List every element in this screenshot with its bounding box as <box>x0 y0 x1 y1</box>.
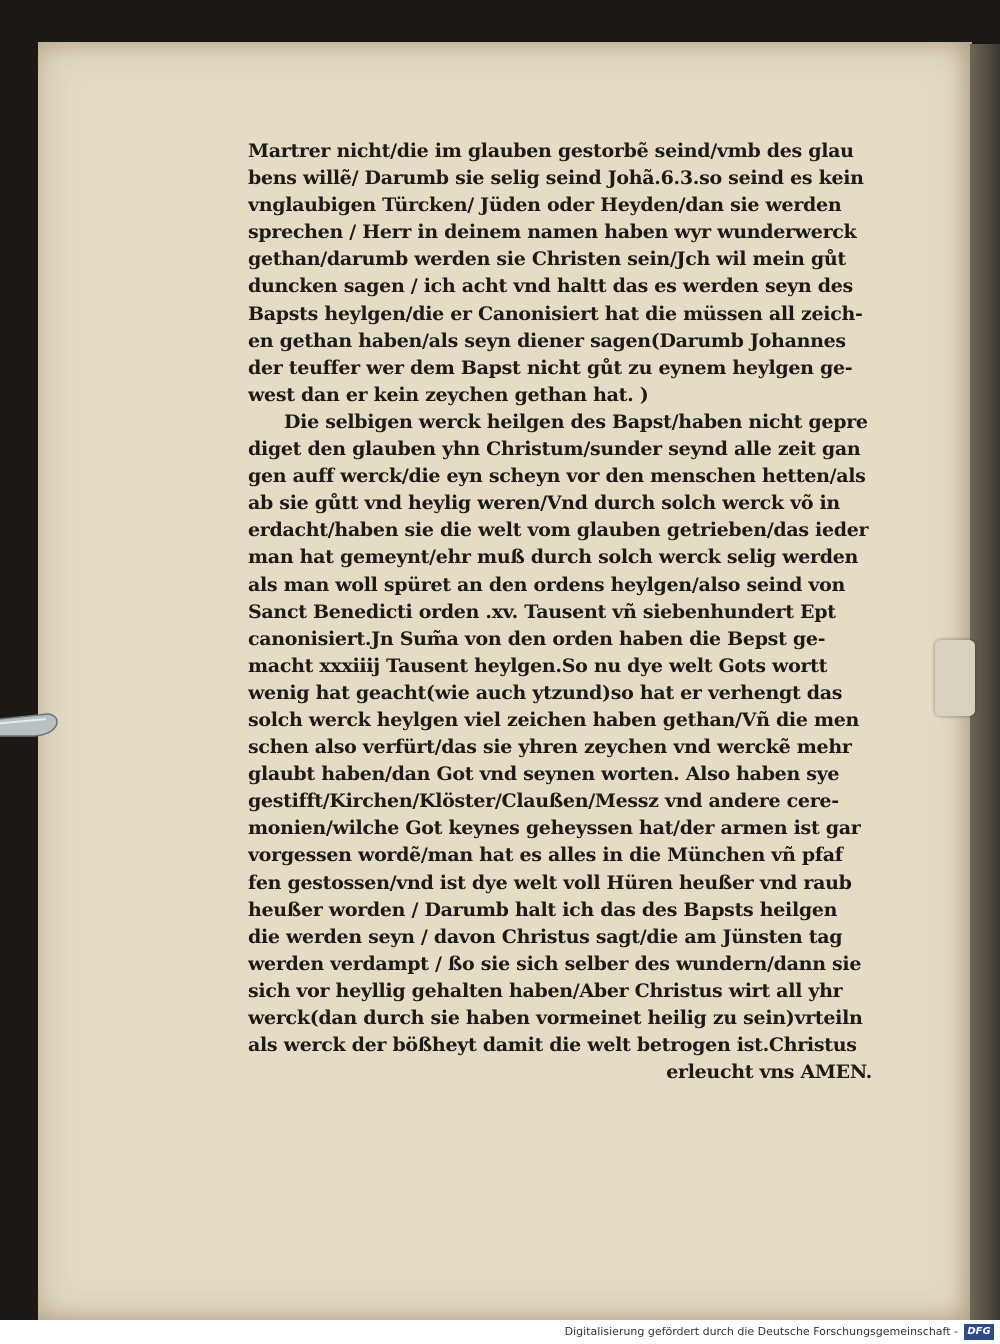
footer-bar <box>0 1320 1000 1344</box>
text-line: sich vor heyllig gehalten haben/Aber Christus wirt all yhr <box>248 979 843 1002</box>
text-line: sprechen / Herr in deinem namen haben wyr wunderwerck <box>248 221 857 244</box>
text-line: heußer worden / Darumb halt ich das des Bapsts heilgen <box>248 898 838 921</box>
text-line: Sanct Benedicti orden .xv. Tausent vñ siebenhundert Ept <box>248 600 836 623</box>
text-line: vorgessen wordẽ/man hat es alles in die München vñ pfaf <box>248 844 843 867</box>
text-line: Bapsts heylgen/die er Canonisiert hat die müssen all zeich- <box>248 302 863 325</box>
dfg-logo: DFG <box>964 1324 994 1340</box>
text-line: schen also verfürt/das sie yhren zeychen vnd werckẽ mehr <box>248 736 852 759</box>
text-line: gethan/darumb werden sie Christen sein/Jch wil mein gůt <box>248 248 846 271</box>
text-line: man hat gemeynt/ehr muß durch solch werck selig werden <box>248 546 859 569</box>
text-line: als werck der bößheyt damit die welt betrogen ist.Christus <box>248 1034 857 1057</box>
text-line: Die selbigen werck heilgen des Bapst/haben nicht gepre <box>284 410 868 433</box>
text-line: bens willẽ/ Darumb sie selig seind Johã.6.3.so seind es kein <box>248 167 864 190</box>
text-line: erdacht/haben sie die welt vom glauben getrieben/das ieder <box>248 519 869 542</box>
text-line: solch werck heylgen viel zeichen haben gethan/Vñ die men <box>248 708 860 731</box>
text-line: als man woll spüret an den ordens heylgen/also seind von <box>248 573 846 596</box>
text-line: duncken sagen / ich acht vnd haltt das es werden seyn des <box>248 275 853 298</box>
text-line: vnglaubigen Türcken/ Jüden oder Heyden/dan sie werden <box>248 194 842 217</box>
text-line: wenig hat geacht(wie auch ytzund)so hat er verhengt das <box>248 681 843 704</box>
text-line: werck(dan durch sie haben vormeinet heilig zu sein)vrteiln <box>248 1007 863 1029</box>
text-line: ab sie gůtt vnd heylig weren/Vnd durch solch werck võ in <box>248 492 840 515</box>
text-line: canonisiert.Jn Sum̃a von den orden haben die Bepst ge- <box>248 627 826 650</box>
text-line: Martrer nicht/die im glauben gestorbẽ seind/vmb des glau <box>248 140 854 162</box>
funding-credit: Digitalisierung gefördert durch die Deutsche Forschungsgemeinschaft - <box>564 1325 958 1338</box>
page-clip <box>935 640 975 716</box>
text-line-final: erleucht vns AMEN. <box>666 1061 872 1084</box>
text-line: glaubt haben/dan Got vnd seynen worten. Also haben sye <box>248 763 840 786</box>
text-line: der teuffer wer dem Bapst nicht gůt zu eynem heylgen ge- <box>248 356 853 379</box>
text-line: werden verdampt / ßo sie sich selber des wundern/dann sie <box>248 952 862 975</box>
text-line: en gethan haben/als seyn diener sagen(Darumb Johannes <box>248 329 846 352</box>
pointer-clip-icon <box>0 706 70 742</box>
text-line: diget den glauben yhn Christum/sunder seynd alle zeit gan <box>248 438 861 461</box>
page-text <box>248 138 888 1086</box>
text-line: fen gestossen/vnd ist dye welt voll Hüren heußer vnd raub <box>248 871 852 894</box>
text-line: gen auff werck/die eyn scheyn vor den menschen hetten/als <box>248 465 866 488</box>
text-line: monien/wilche Got keynes geheyssen hat/der armen ist gar <box>248 817 861 840</box>
text-line: west dan er kein zeychen gethan hat. ) <box>248 383 649 406</box>
text-line: macht xxxiiij Tausent heylgen.So nu dye welt Gots wortt <box>248 654 828 677</box>
text-line: gestifft/Kirchen/Klöster/Claußen/Messz vnd andere cere- <box>248 790 839 813</box>
text-line: die werden seyn / davon Christus sagt/die am Jünsten tag <box>248 925 843 948</box>
